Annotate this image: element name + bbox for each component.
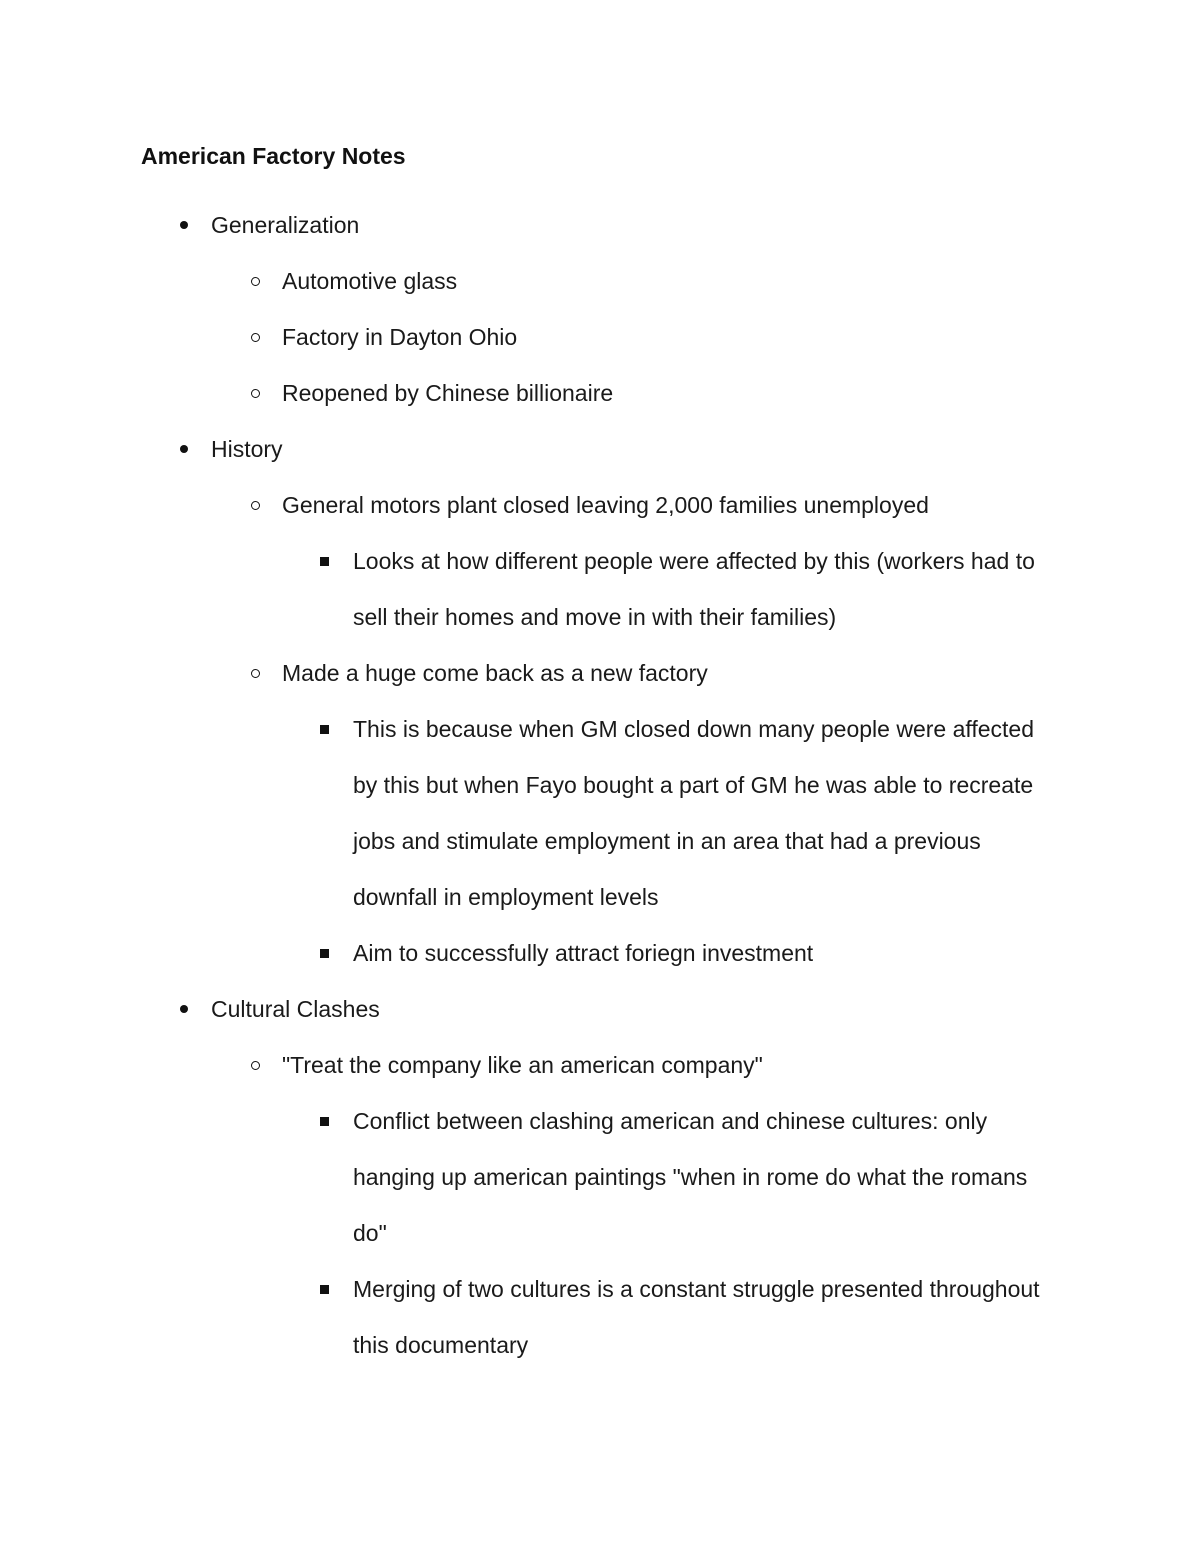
item-text-line: Aim to successfully attract foriegn investment [353,940,814,966]
item-text-line: hanging up american paintings "when in rome do what the romans [353,1164,1028,1190]
section-label: Generalization [211,212,360,238]
bullet-square-icon [316,701,332,757]
item-continuation-line [0,1149,1200,1205]
item-text-line: this documentary [353,1332,529,1358]
section-generalization [0,197,1200,421]
list-item-level-2 [0,365,1200,421]
item-text: Factory in Dayton Ohio [282,324,518,350]
bullet-circle-icon [247,477,263,533]
item-text-line: by this but when Fayo bought a part of GM he was able to recreate [353,772,1034,798]
bullet-circle-icon [247,253,263,309]
section-label: Cultural Clashes [211,996,380,1022]
item-text-line: sell their homes and move in with their families) [353,604,837,630]
item-text: Automotive glass [282,268,458,294]
sublist [0,253,1200,421]
item-continuation-line [0,869,1200,925]
list-item-level-3 [0,533,1200,589]
item-continuation-line [0,813,1200,869]
list-item-level-2 [0,309,1200,365]
item-continuation-line [0,757,1200,813]
page-title: American Factory Notes [141,143,406,169]
list-item-level-1 [0,197,1200,253]
list-item [0,533,1200,645]
list-item [0,477,1200,645]
list-item [0,1093,1200,1261]
item-continuation-line [0,589,1200,645]
list-item-level-2 [0,645,1200,701]
item-text: General motors plant closed leaving 2,000 families unemployed [282,492,929,518]
list-item-level-1 [0,421,1200,477]
list-item [0,645,1200,981]
item-text: "Treat the company like an american company" [282,1052,763,1078]
list-item [0,1037,1200,1373]
bullet-circle-icon [247,1037,263,1093]
bullet-square-icon [316,925,332,981]
section-cultural-clashes [0,981,1200,1373]
item-text-line: jobs and stimulate employment in an area that had a previous [353,828,981,854]
bullet-circle-icon [247,645,263,701]
bullet-disc-icon [176,197,192,253]
list-item [0,701,1200,925]
item-text-line: do" [353,1220,387,1246]
sublist [0,1093,1200,1373]
bullet-square-icon [316,1261,332,1317]
item-text: Reopened by Chinese billionaire [282,380,614,406]
list-item-level-1 [0,981,1200,1037]
sublist [0,701,1200,981]
sublist [0,533,1200,645]
bullet-square-icon [316,533,332,589]
sublist [0,477,1200,981]
notes-outline [0,197,1200,1373]
list-item-level-2 [0,477,1200,533]
list-item [0,365,1200,421]
list-item-level-3 [0,701,1200,757]
list-item-level-3 [0,1093,1200,1149]
bullet-circle-icon [247,309,263,365]
item-text-line: Merging of two cultures is a constant struggle presented throughout [353,1276,1040,1302]
section-history [0,421,1200,981]
item-text-line: downfall in employment levels [353,884,659,910]
list-item [0,925,1200,981]
item-text: Made a huge come back as a new factory [282,660,708,686]
list-item-level-3 [0,925,1200,981]
bullet-circle-icon [247,365,263,421]
bullet-disc-icon [176,421,192,477]
list-item-level-2 [0,1037,1200,1093]
bullet-square-icon [316,1093,332,1149]
list-item [0,309,1200,365]
item-continuation-line [0,1317,1200,1373]
list-item-level-2 [0,253,1200,309]
item-continuation-line [0,1205,1200,1261]
list-item [0,1261,1200,1373]
section-label: History [211,436,283,462]
item-text-line: Conflict between clashing american and chinese cultures: only [353,1108,988,1134]
list-item-level-3 [0,1261,1200,1317]
item-text-line: Looks at how different people were affected by this (workers had to [353,548,1035,574]
bullet-disc-icon [176,981,192,1037]
sublist [0,1037,1200,1373]
item-text-line: This is because when GM closed down many people were affected [353,716,1035,742]
list-item [0,253,1200,309]
